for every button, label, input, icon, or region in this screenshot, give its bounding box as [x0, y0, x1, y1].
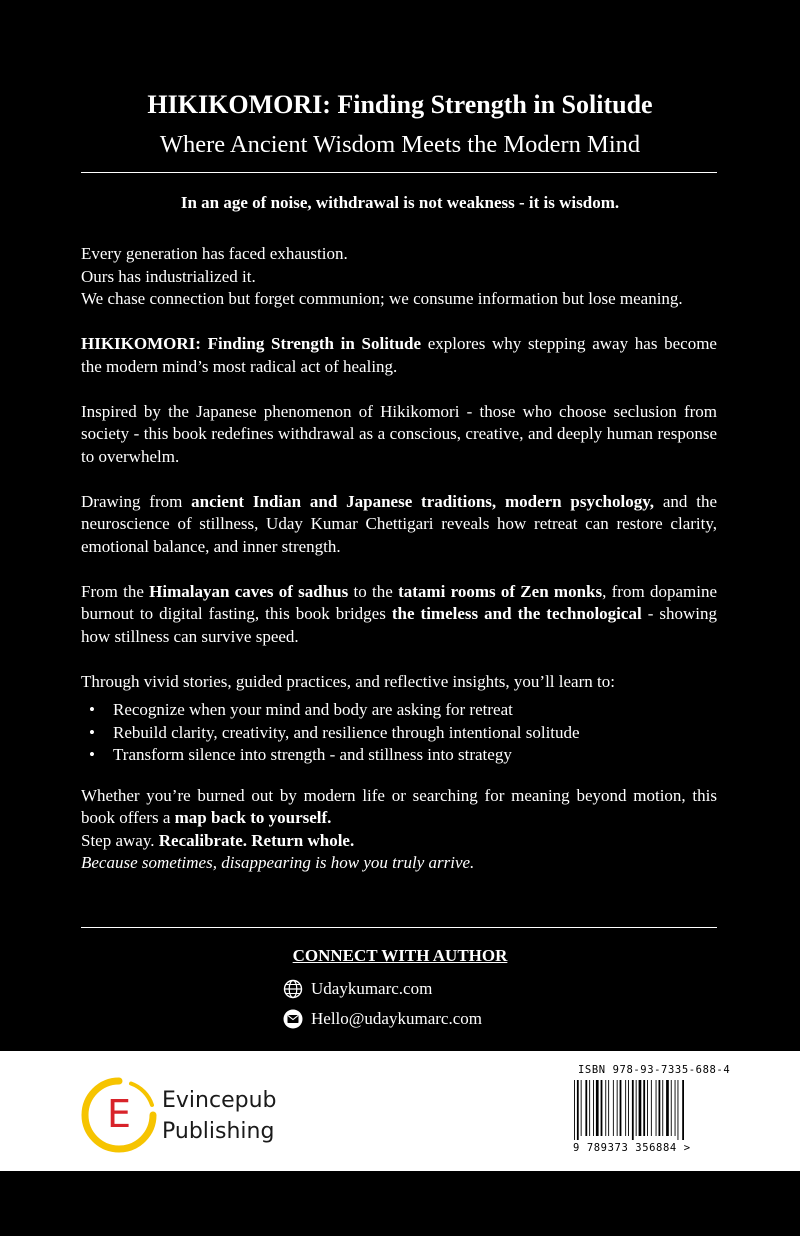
blurb-paragraph-6: Through vivid stories, guided practices, and reflective insights, you’ll learn to: [81, 671, 615, 691]
publisher-name-line1: Evincepub [162, 1088, 277, 1113]
barcode-bar [643, 1080, 645, 1136]
blurb-text: to the [348, 581, 399, 601]
barcode-bar [628, 1080, 629, 1136]
blurb-body [81, 243, 717, 875]
barcode-bar [656, 1080, 657, 1136]
blurb-emphasis: tatami rooms of Zen monks [398, 581, 603, 601]
barcode-bar [647, 1080, 648, 1136]
barcode-bar [577, 1080, 579, 1140]
barcode-bar [639, 1080, 642, 1136]
barcode-bar [625, 1080, 626, 1136]
barcode [572, 1080, 712, 1140]
blurb-text: Drawing from [81, 491, 192, 511]
barcode-bar [675, 1080, 676, 1136]
website-text: Udaykumarc.com [311, 979, 433, 998]
list-item: • Transform silence into strength - and stillness into strategy [113, 744, 717, 767]
email-link[interactable] [283, 1007, 482, 1031]
blurb-emphasis: Recalibrate. Return whole. [158, 830, 355, 850]
blurb-text: - showing how stillness can survive speed. [81, 604, 718, 646]
barcode-bar [632, 1080, 634, 1140]
logo-letter: E [106, 1092, 132, 1136]
barcode-bar [596, 1080, 599, 1136]
envelope-icon [283, 1009, 303, 1029]
barcode-bar [601, 1080, 603, 1136]
barcode-bar [593, 1080, 594, 1136]
blurb-line [81, 830, 717, 853]
email-text: Hello@udaykumarc.com [311, 1009, 482, 1028]
blurb-paragraph-2 [81, 333, 717, 378]
barcode-bar [617, 1080, 618, 1136]
barcode-bar [678, 1080, 679, 1140]
website-link[interactable] [283, 977, 432, 1001]
barcode-bar [659, 1080, 661, 1136]
barcode-bar [605, 1080, 606, 1136]
tagline: In an age of noise, withdrawal is not weakness - it is wisdom. [180, 193, 620, 212]
barcode-bar [608, 1080, 609, 1136]
connect-heading: CONNECT WITH AUTHOR [292, 946, 508, 965]
blurb-text: From the [81, 581, 150, 601]
isbn-label: ISBN 978-93-7335-688-4 [578, 1064, 731, 1076]
blurb-emphasis: map back to yourself. [174, 808, 332, 827]
bottom-divider [81, 927, 717, 928]
book-subtitle: Where Ancient Wisdom Meets the Modern Mind [159, 131, 641, 158]
barcode-bar [651, 1080, 652, 1136]
top-divider [81, 172, 717, 173]
barcode-bar [585, 1080, 587, 1136]
blurb-paragraph-5 [81, 581, 717, 649]
barcode-bar [682, 1080, 684, 1140]
blurb-text: , from dopamine burnout to digital fasting, this book bridges [81, 581, 717, 623]
blurb-line: Every generation has faced exhaustion. [81, 244, 348, 263]
blurb-paragraph-4 [81, 491, 717, 559]
barcode-bar [620, 1080, 622, 1136]
barcode-bar [662, 1080, 663, 1136]
barcode-bar [574, 1080, 575, 1140]
blurb-line: We chase connection but forget communion; we consume information but lose meaning. [81, 289, 683, 308]
blurb-emphasis: Himalayan caves of sadhus [149, 581, 349, 601]
closing-line: Because sometimes, disappearing is how you truly arrive. [81, 853, 475, 872]
barcode-digit-tail: > [683, 1142, 691, 1154]
book-title-inline: HIKIKOMORI: Finding Strength in Solitude [81, 334, 422, 353]
book-title: HIKIKOMORI: Finding Strength in Solitude [147, 90, 653, 119]
barcode-digit-group: 356884 [635, 1142, 677, 1154]
barcode-bar [581, 1080, 582, 1136]
learning-list [81, 699, 717, 767]
barcode-bar [636, 1080, 637, 1136]
publisher-name-line2: Publishing [162, 1119, 275, 1144]
list-item: • Rebuild clarity, creativity, and resilience through intentional solitude [113, 722, 717, 745]
evincepub-logo [79, 1075, 289, 1155]
barcode-digit-lead: 9 [573, 1142, 580, 1154]
blurb-text: Whether you’re burned out by modern life or searching for meaning beyond motion, this book offers a [81, 785, 717, 827]
blurb-text: explores why stepping away has become the modern mind’s most radical act of healing. [81, 334, 717, 376]
blurb-paragraph-1 [81, 243, 717, 311]
barcode-digits [573, 1142, 691, 1154]
blurb-text: and the neuroscience of stillness, Uday Kumar Chettigari reveals how retreat can restore clarity, emotional balance, and inner strength. [81, 491, 717, 556]
barcode-bar [666, 1080, 669, 1136]
barcode-bar [671, 1080, 672, 1136]
barcode-bar [613, 1080, 614, 1136]
barcode-bar [589, 1080, 590, 1136]
blurb-line: Ours has industrialized it. [81, 266, 256, 286]
blurb-paragraph-3: Inspired by the Japanese phenomenon of Hikikomori - those who choose seclusion from society - this book redefines withdrawal as a conscious, creative, and deeply human response to overwhelm. [81, 401, 717, 466]
barcode-digit-group: 789373 [586, 1142, 629, 1154]
list-item: • Recognize when your mind and body are asking for retreat [113, 699, 717, 722]
blurb-paragraph-7 [81, 785, 717, 875]
globe-icon [283, 979, 303, 999]
blurb-text: Step away. [81, 830, 159, 850]
blurb-emphasis: ancient Indian and Japanese traditions, modern psychology, [191, 491, 655, 511]
blurb-emphasis: the timeless and the technological [391, 604, 642, 623]
